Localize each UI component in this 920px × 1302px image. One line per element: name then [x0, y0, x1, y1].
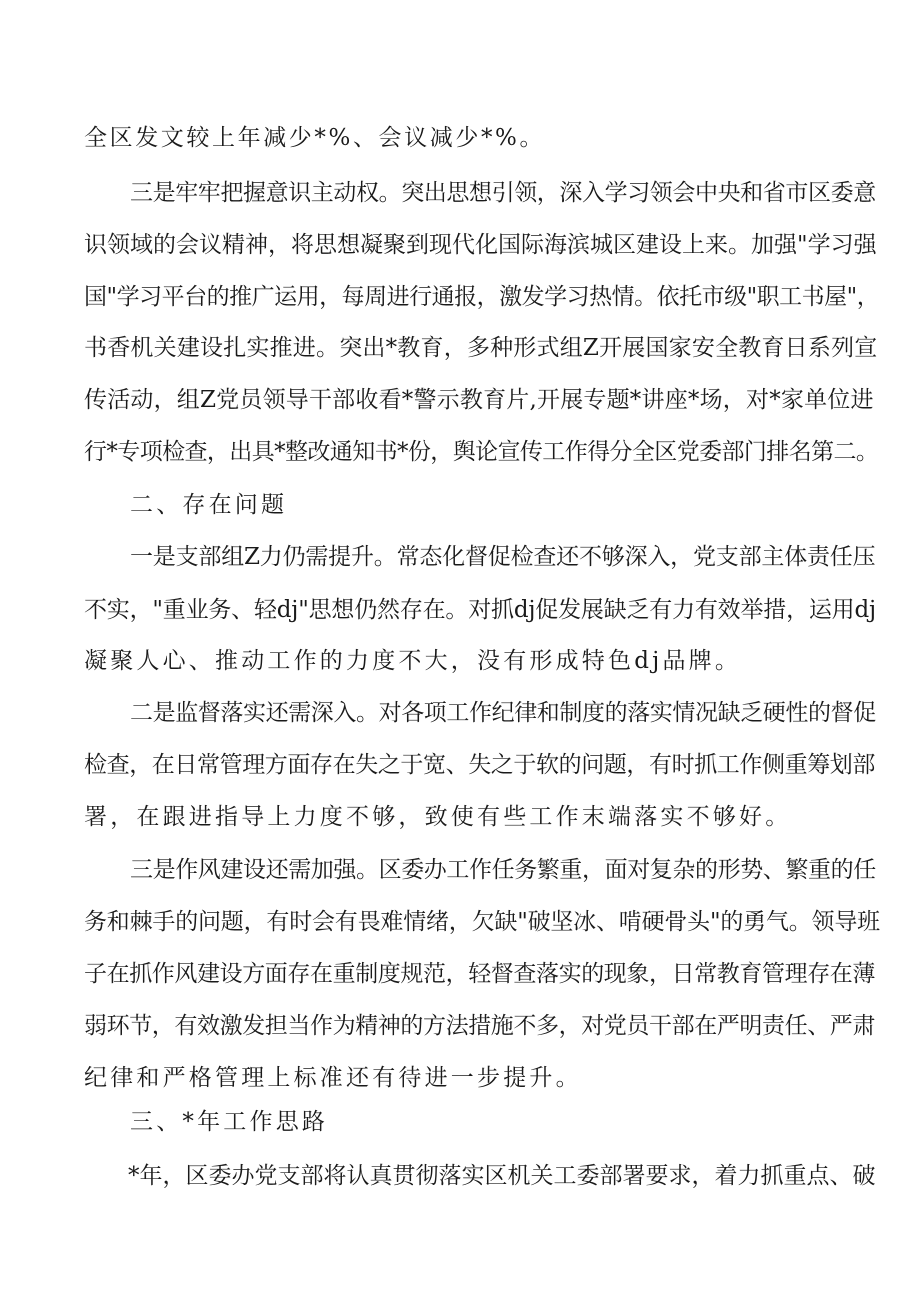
paragraph-line: 行*专项检查，出具*整改通知书*份，舆论宣传工作得分全区党委部门排名第二。	[84, 439, 879, 465]
paragraph-line: 署，在跟进指导上力度不够，致使有些工作末端落实不够好。	[84, 804, 792, 830]
paragraph-line: *年，区委办党支部将认真贯彻落实区机关工委部署要求，着力抓重点、破	[128, 1163, 876, 1189]
paragraph-line: 三是牢牢把握意识主动权。突出思想引领，深入学习领会中央和省市区委意	[130, 180, 876, 206]
paragraph-line: 一是支部组Z力仍需提升。常态化督促检查还不够深入，党支部主体责任压	[130, 544, 876, 570]
paragraph-line: 传活动，组Z党员领导干部收看*警示教育片,开展专题*讲座*场，对*家单位进	[84, 387, 874, 413]
section-heading: 三、*年工作思路	[130, 1109, 329, 1135]
paragraph-line: 纪律和严格管理上标准还有待进一步提升。	[84, 1065, 582, 1091]
paragraph-line: 书香机关建设扎实推进。突出*教育，多种形式组Z开展国家安全教育日系列宣	[84, 335, 878, 361]
paragraph-line: 不实，"重业务、轻dj"思想仍然存在。对抓dj促发展缺乏有力有效举措，运用dj	[84, 597, 876, 623]
paragraph-line: 凝聚人心、推动工作的力度不大，没有形成特色dj品牌。	[84, 648, 742, 674]
paragraph-line: 国"学习平台的推广运用，每周进行通报，激发学习热情。依托市级"职工书屋"，	[84, 284, 880, 310]
paragraph-line: 三是作风建设还需加强。区委办工作任务繁重，面对复杂的形势、繁重的任	[130, 857, 876, 883]
section-heading: 二、存在问题	[130, 492, 288, 518]
paragraph-line: 务和棘手的问题，有时会有畏难情绪，欠缺"破坚冰、啃硬骨头"的勇气。领导班	[84, 909, 880, 935]
paragraph-line: 识领域的会议精神，将思想凝聚到现代化国际海滨城区建设上来。加强"学习强	[84, 232, 877, 258]
paragraph-line: 全区发文较上年减少*%、会议减少*%。	[84, 125, 546, 151]
paragraph-line: 检查，在日常管理方面存在失之于宽、失之于软的问题，有时抓工作侧重筹划部	[84, 752, 876, 778]
paragraph-line: 弱环节，有效激发担当作为精神的方法措施不多，对党员干部在严明责任、严肃	[84, 1013, 876, 1039]
paragraph-line: 二是监督落实还需深入。对各项工作纪律和制度的落实情况缺乏硬性的督促	[130, 700, 876, 726]
paragraph-line: 子在抓作风建设方面存在重制度规范，轻督查落实的现象，日常教育管理存在薄	[84, 961, 876, 987]
